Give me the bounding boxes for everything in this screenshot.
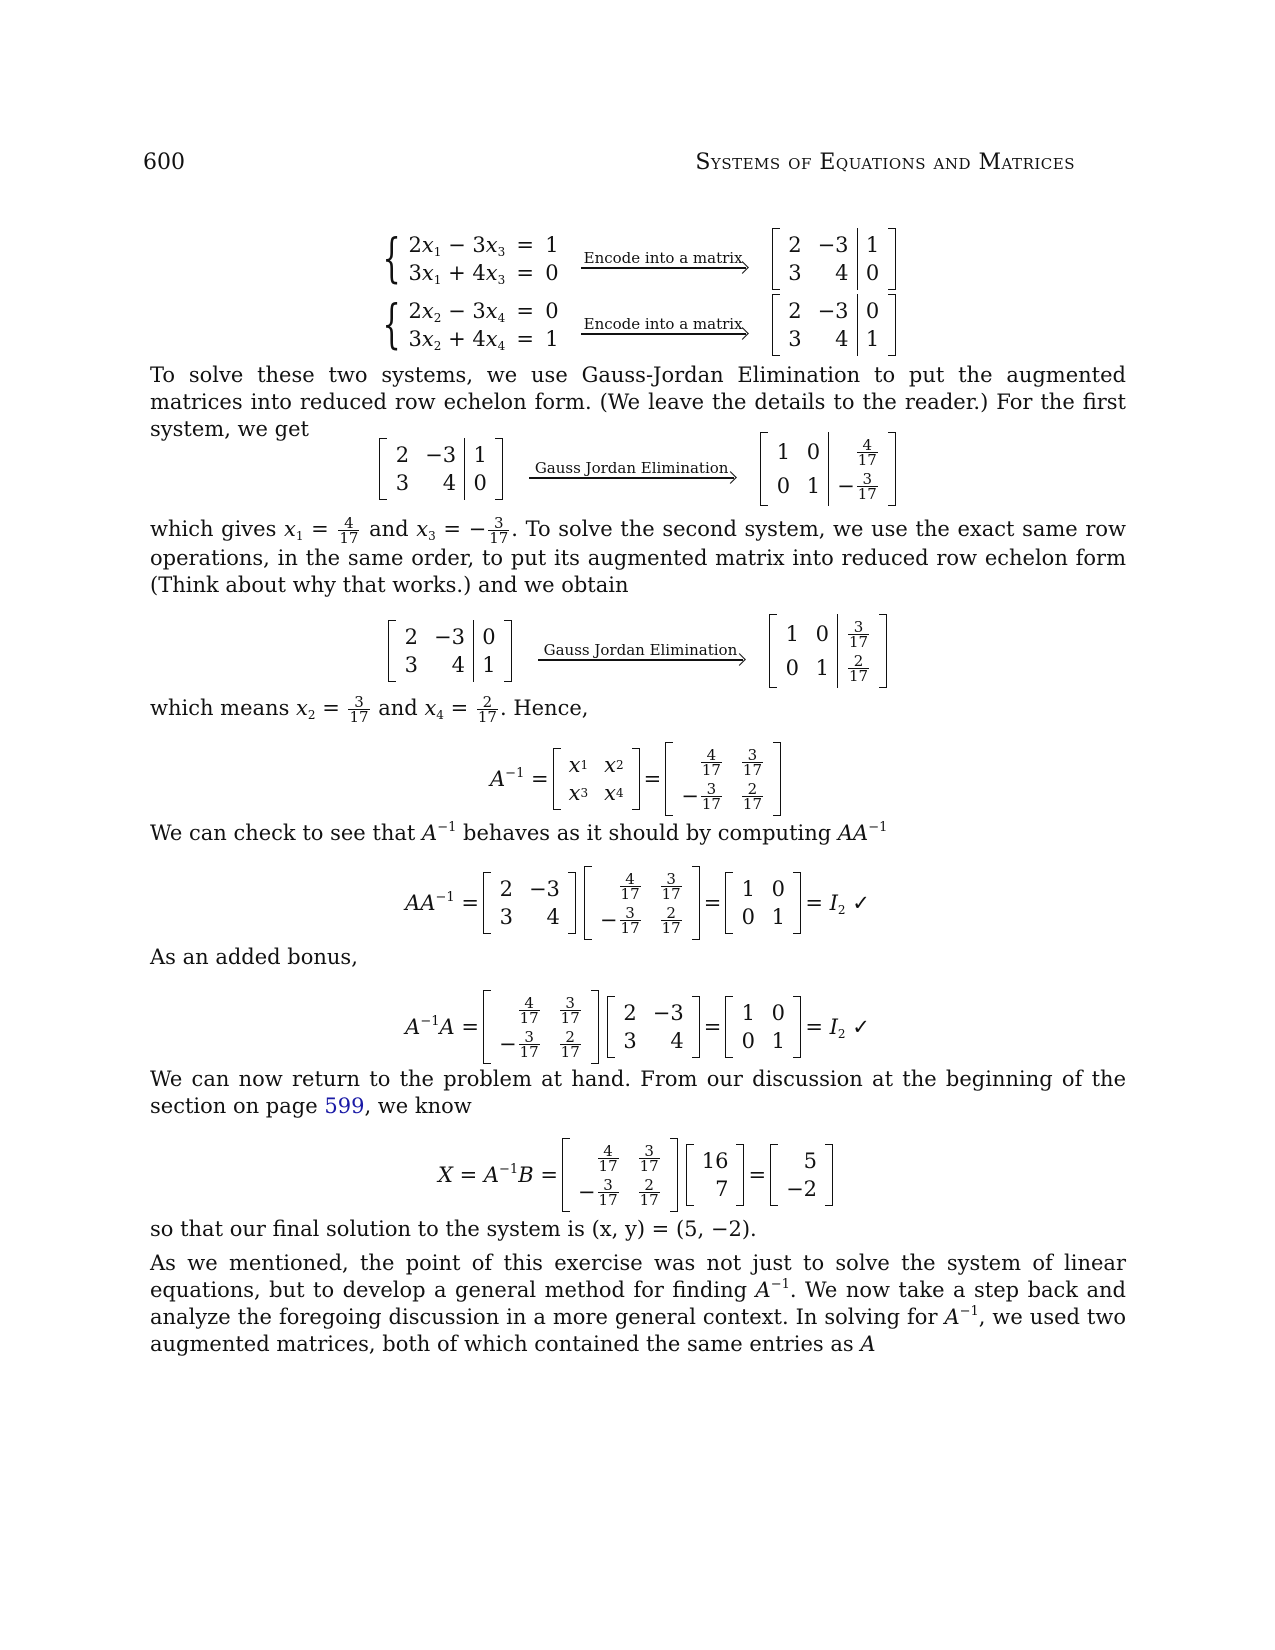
running-title: Systems of Equations and Matrices	[695, 150, 1075, 175]
paragraph-6: We can now return to the problem at hand. From our discussion at the beginning of the section on page 599, we know	[150, 1067, 1126, 1118]
system-2: { $2x_2 - 3x_4$ = 0 $3x_2 + 4x_4$ = 1 Encode into a matrix 2 3 −3 4 0 1	[0, 294, 1275, 356]
paragraph-7: so that our final solution to the system is (x, y) = (5, −2).	[150, 1217, 757, 1241]
gauss-elimination-2: 2 3 −3 4 0 1 Gauss Jordan Elimination 1 0 0 1 $\frac{3}{17}$ $\frac{2}{17}$	[0, 614, 1275, 688]
paragraph-1: To solve these two systems, we use Gauss-Jordan Elimination to put the augmented matrices into reduced row echelon form. (We leave the details to the reader.) For the first system, we get	[150, 363, 1126, 441]
inverse-definition: $A^{-1}$ = x 1 x 3 x 2 x 4 = $\frac{4}{17}$ − $\frac{3}{17}$ $\frac{3}{17}$ $\frac{2}{17}$	[0, 742, 1275, 816]
check-product-1: $AA^{-1}$ = 2 3 −3 4 $\frac{4}{17}$ − $\frac{3}{17}$ $\frac{3}{17}$ $\frac{2}{17}$ = 1 0 0 1 = $I_2$ ✓	[0, 866, 1275, 940]
encode-arrow-1: Encode into a matrix	[581, 249, 746, 268]
paragraph-4: We can check to see that $A^{-1}$ behaves as it should by computing $AA^{-1}$	[150, 820, 888, 845]
paragraph-8: As we mentioned, the point of this exercise was not just to solve the system of linear equations, but to develop a general method for finding $A^{-1}$. We now take a step back and analyze the foregoing discussion in a more general context. In solving for $A^{-1}$, we used two augmented matrices, both of which contained the same entries as A	[150, 1251, 1126, 1356]
page-link[interactable]: 599	[324, 1094, 365, 1118]
page-number: 600	[143, 150, 185, 175]
paragraph-5: As an added bonus,	[150, 945, 358, 969]
encode-arrow-2: Encode into a matrix	[581, 315, 746, 334]
paragraph-3: which means $x_2$ = $\frac{3}{17}$ and $x_4$ = $\frac{2}{17}$ . Hence,	[150, 693, 589, 726]
paragraph-2: which gives $x_1$ = $\frac{4}{17}$ and $x_3$ = − $\frac{3}{17}$ . To solve the second system, we use the exact same row operations, in the same order, to put its augmented matrix into reduced row echelon form (Think about why that works.) and we obtain	[150, 514, 1127, 597]
check-product-2: $A^{-1}A$ = $\frac{4}{17}$ − $\frac{3}{17}$ $\frac{3}{17}$ $\frac{2}{17}$ 2 3 −3 4 = 1 0 0 1 = $I_2$ ✓	[0, 990, 1275, 1064]
system-1: { $2x_1 - 3x_3$ = 1 $3x_1 + 4x_3$ = 0 Encode into a matrix 2 3 −3 4 1 0	[0, 228, 1275, 290]
solution-computation: $X = A^{-1}B$ = $\frac{4}{17}$ − $\frac{3}{17}$ $\frac{3}{17}$ $\frac{2}{17}$ 16 7 = 5 −2	[0, 1138, 1275, 1212]
gauss-elimination-1: 2 3 −3 4 1 0 Gauss Jordan Elimination 1 0 0 1 $\frac{4}{17}$ − $\frac{3}{17}$	[0, 432, 1275, 506]
